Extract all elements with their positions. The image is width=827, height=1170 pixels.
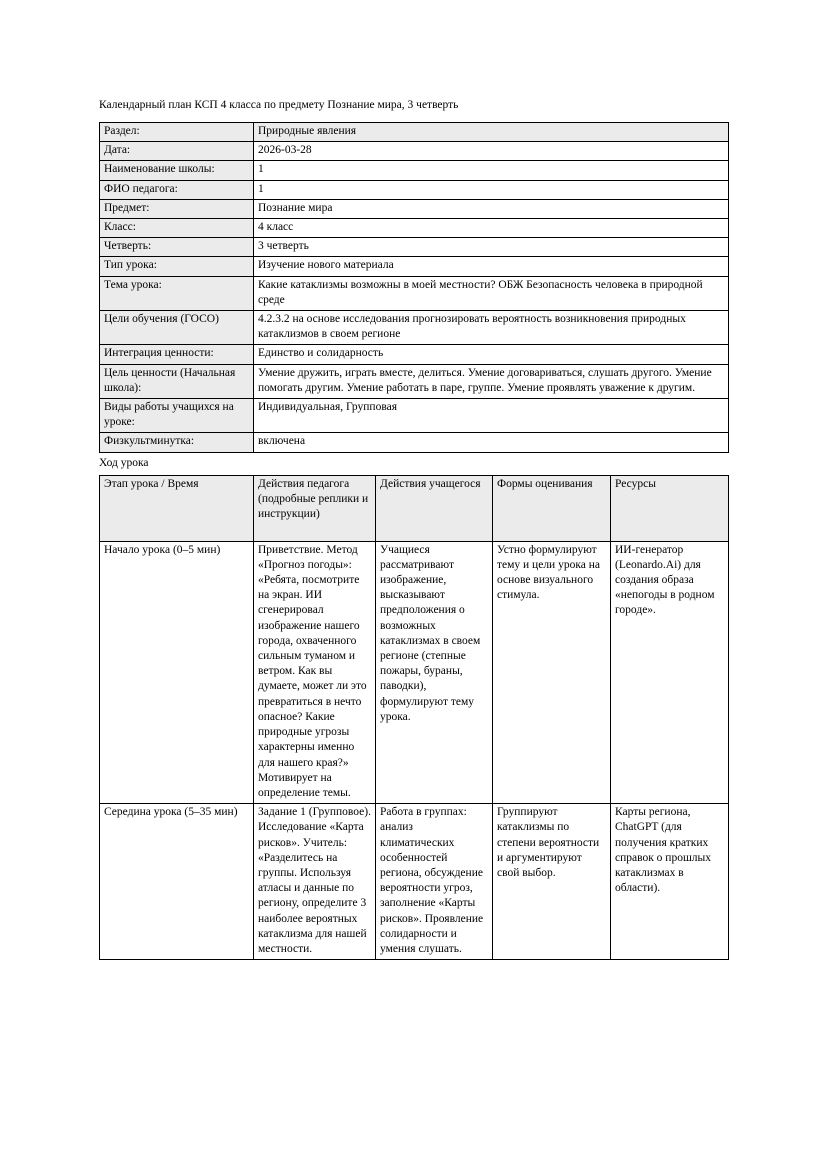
info-row-label: Класс: bbox=[100, 219, 254, 238]
info-row-label: Тема урока: bbox=[100, 276, 254, 310]
lesson-info-table bbox=[99, 122, 729, 453]
column-header-resources: Ресурсы bbox=[611, 475, 729, 541]
info-row-value: включена bbox=[254, 433, 729, 452]
info-row-label: Цель ценности (Начальная школа): bbox=[100, 364, 254, 398]
info-row-value: 4.2.3.2 на основе исследования прогнозировать вероятность возникновения природных катаклизмов в своем регионе bbox=[254, 311, 729, 345]
lesson-flow-table bbox=[99, 475, 729, 960]
table-row bbox=[100, 345, 729, 364]
table-row bbox=[100, 804, 729, 960]
info-row-value: 1 bbox=[254, 180, 729, 199]
assessment-cell: Устно формулируют тему и цели урока на основе визуального стимула. bbox=[493, 541, 611, 803]
teacher-actions-cell: Приветствие. Метод «Прогноз погоды»: «Ребята, посмотрите на экран. ИИ сгенерировал изображение нашего города, охваченного сильным туманом и ветром. Как вы думаете, может ли это превратиться в нечто опасное? Какие природные угрозы характерны именно для нашего края?» Мотивирует на определение темы. bbox=[254, 541, 376, 803]
table-row bbox=[100, 238, 729, 257]
info-row-label: Интеграция ценности: bbox=[100, 345, 254, 364]
info-row-label: Наименование школы: bbox=[100, 161, 254, 180]
info-row-value: Какие катаклизмы возможны в моей местности? ОБЖ Безопасность человека в природной среде bbox=[254, 276, 729, 310]
page-title: Календарный план КСП 4 класса по предмету Познание мира, 3 четверть bbox=[99, 99, 459, 111]
table-row bbox=[100, 123, 729, 142]
table-row bbox=[100, 161, 729, 180]
info-row-label: Физкультминутка: bbox=[100, 433, 254, 452]
info-row-label: Виды работы учащихся на уроке: bbox=[100, 399, 254, 433]
table-header-row bbox=[100, 475, 729, 541]
teacher-actions-cell: Задание 1 (Групповое). Исследование «Карта рисков». Учитель: «Разделитесь на группы. Используя атласы и данные по региону, определите 3 наиболее вероятных катаклизма для нашей местности. bbox=[254, 804, 376, 960]
column-header-assessment: Формы оценивания bbox=[493, 475, 611, 541]
info-row-value: 3 четверть bbox=[254, 238, 729, 257]
document-content bbox=[99, 98, 728, 960]
stage-cell: Середина урока (5–35 мин) bbox=[100, 804, 254, 960]
table-row bbox=[100, 541, 729, 803]
table-row bbox=[100, 433, 729, 452]
assessment-cell: Группируют катаклизмы по степени вероятности и аргументируют свой выбор. bbox=[493, 804, 611, 960]
student-actions-cell: Учащиеся рассматривают изображение, высказывают предположения о возможных катаклизмах в своем регионе (степные пожары, бураны, паводки), формулируют тему урока. bbox=[376, 541, 493, 803]
table-row bbox=[100, 219, 729, 238]
info-row-value: Единство и солидарность bbox=[254, 345, 729, 364]
table-row bbox=[100, 180, 729, 199]
info-row-label: Предмет: bbox=[100, 199, 254, 218]
info-row-label: Тип урока: bbox=[100, 257, 254, 276]
table-row bbox=[100, 311, 729, 345]
table-row bbox=[100, 199, 729, 218]
resources-cell: ИИ-генератор (Leonardo.Ai) для создания образа «непогоды в родном городе». bbox=[611, 541, 729, 803]
table-row bbox=[100, 399, 729, 433]
column-header-student-actions: Действия учащегося bbox=[376, 475, 493, 541]
table-row bbox=[100, 276, 729, 310]
info-row-value: Индивидуальная, Групповая bbox=[254, 399, 729, 433]
info-row-label: Четверть: bbox=[100, 238, 254, 257]
table-row bbox=[100, 142, 729, 161]
info-row-label: Цели обучения (ГОСО) bbox=[100, 311, 254, 345]
info-row-value: Познание мира bbox=[254, 199, 729, 218]
info-row-value: 2026-03-28 bbox=[254, 142, 729, 161]
info-row-label: ФИО педагога: bbox=[100, 180, 254, 199]
info-row-label: Дата: bbox=[100, 142, 254, 161]
table-row bbox=[100, 364, 729, 398]
info-row-value: Природные явления bbox=[254, 123, 729, 142]
resources-cell: Карты региона, ChatGPT (для получения кратких справок о прошлых катаклизмах в области). bbox=[611, 804, 729, 960]
info-row-value: 1 bbox=[254, 161, 729, 180]
info-row-label: Раздел: bbox=[100, 123, 254, 142]
info-row-value: Умение дружить, играть вместе, делиться. Умение договариваться, слушать другого. Умение помогать другим. Умение работать в паре, группе. Умение проявлять уважение к другим. bbox=[254, 364, 729, 398]
info-row-value: Изучение нового материала bbox=[254, 257, 729, 276]
lesson-flow-label: Ход урока bbox=[99, 456, 149, 469]
info-row-value: 4 класс bbox=[254, 219, 729, 238]
student-actions-cell: Работа в группах: анализ климатических особенностей региона, обсуждение вероятности угроз, заполнение «Карты рисков». Проявление солидарности и умения слушать. bbox=[376, 804, 493, 960]
column-header-teacher-actions: Действия педагога (подробные реплики и инструкции) bbox=[254, 475, 376, 541]
column-header-stage: Этап урока / Время bbox=[100, 475, 254, 541]
stage-cell: Начало урока (0–5 мин) bbox=[100, 541, 254, 803]
table-row bbox=[100, 257, 729, 276]
